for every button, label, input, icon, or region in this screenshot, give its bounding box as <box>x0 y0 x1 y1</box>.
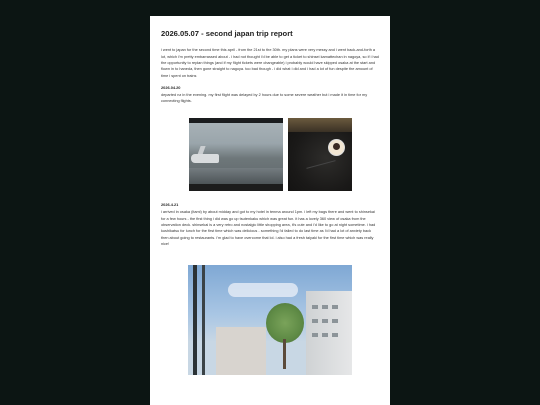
bag-sticker-photo[interactable] <box>288 118 352 191</box>
photo-row <box>161 118 379 191</box>
entry-text: departed nz in the evening. my first flight was delayed by 2 hours due to some severe weather but i made it in time for my connecting flights. <box>161 92 368 104</box>
entry-text: i arrived in osaka (itami) by about midday and got to my hotel in tenma around 1pm. i left my bags there and went to shinsekai for a few hours - the first thing i did was go up tsutenkaku which was great fun. it has a lovely 360 view of osaka from the observation deck. shinsekai is a very retro and nostalgic little shopping area, it's cute and i'd like to go at night sometime. i had kushikatsu for lunch for the first time which was delicious - something i'd failed to do last time as i'd had a lot of anxiety back then about going to restaurants. i'm glad to have overcome that lol. i also had a fresh taiyaki for the first time which was really nice! <box>161 210 376 246</box>
post-title: 2026.05.07 - second japan trip report <box>161 29 293 38</box>
street-photo[interactable] <box>188 265 352 375</box>
blog-post-page <box>150 16 390 405</box>
post-intro: i went to japan for the second time this april - from the 21st to the 30th. my plans were very messy and i went back-and-forth a lot, which i'm pretty embarrassed about - i had not thought i'd be able to get a ticket to shinsei kamattechan in nagoya, so if i had the opportunity to replan things (and if my flight tickets were changeable) i probably would have skipped osaka at the start and flown in to haneda, then gone straight to nagoya. too bad though - i did what i did and i had a lot of fun despite the amount of time i spent on trains <box>161 48 379 78</box>
entry-date: 2026.04.20 <box>161 84 181 90</box>
face-sticker-icon <box>328 139 345 156</box>
entry-date: 2026.4.21 <box>161 202 179 208</box>
airport-window-photo[interactable] <box>189 118 283 191</box>
